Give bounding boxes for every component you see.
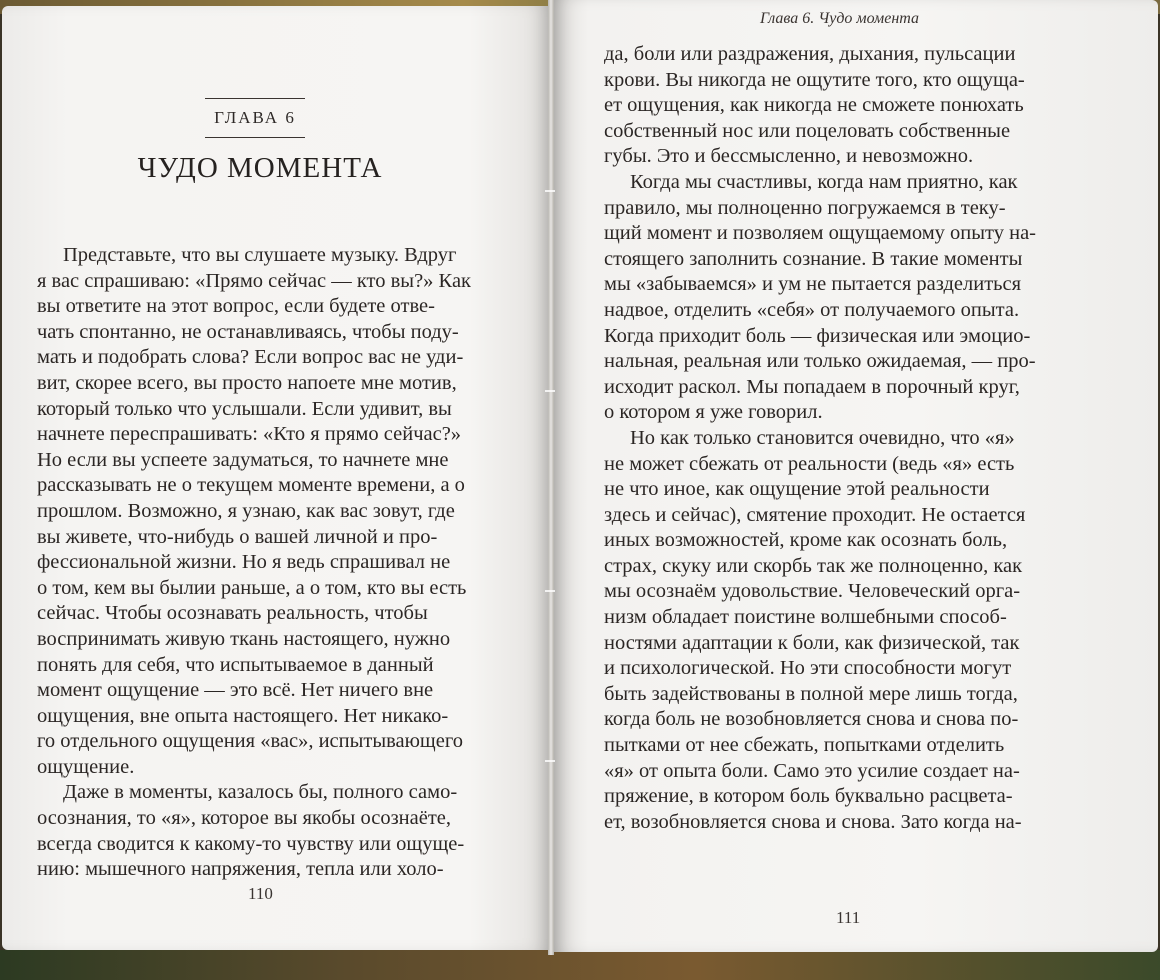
text-line: правило, мы полноценно погружаемся в теку- bbox=[604, 196, 1006, 219]
text-line: вы живете, что-нибудь о вашей личной и про- bbox=[37, 525, 438, 548]
text-line: ностями адаптации к боли, как физической, так bbox=[604, 631, 1020, 654]
text-line: крови. Вы никогда не ощутите того, кто ощуща- bbox=[604, 68, 1025, 91]
text-line: пряжение, в котором боль буквально расцвета- bbox=[604, 785, 1013, 808]
text-line: низм обладает поистине волшебными способ- bbox=[604, 606, 1007, 629]
text-line: вит, скорее всего, вы просто напоете мне мотив, bbox=[37, 371, 457, 394]
text-line: который только что услышали. Если удивит, вы bbox=[37, 397, 452, 420]
text-line: Но как только становится очевидно, что «я» bbox=[630, 426, 1015, 449]
text-line: я вас спрашиваю: «Прямо сейчас — кто вы?» Как bbox=[37, 269, 472, 292]
text-line: го отдельного ощущения «вас», испытывающего bbox=[37, 730, 463, 753]
book-spine-gutter bbox=[548, 0, 554, 955]
text-line: собственный нос или поцеловать собственные bbox=[604, 119, 1011, 142]
text-line: Когда приходит боль — физическая или эмоцио- bbox=[604, 324, 1031, 347]
text-line: стоящего заполнить сознание. В такие моменты bbox=[604, 247, 1023, 270]
text-line: мать и подобрать слова? Если вопрос вас не уди- bbox=[37, 346, 464, 369]
background-bottom-edge bbox=[0, 950, 1160, 980]
text-line: «я» от опыта боли. Само это усилие создает на- bbox=[604, 759, 1020, 782]
binding-stitch bbox=[545, 190, 555, 192]
text-line: фессиональной жизни. Но я ведь спрашивал не bbox=[37, 551, 451, 574]
text-line: быть задействованы в полной мере лишь тогда, bbox=[604, 682, 1018, 705]
text-line: ощущения, вне опыта настоящего. Нет никако- bbox=[37, 704, 449, 727]
left-page-body bbox=[37, 243, 497, 883]
chapter-title: ЧУДО МОМЕНТА bbox=[137, 152, 383, 184]
text-line: губы. Это и бессмысленно, и невозможно. bbox=[604, 145, 974, 168]
text-line: Представьте, что вы слушаете музыку. Вдруг bbox=[63, 244, 457, 266]
text-line: иных возможностей, кроме как осознать боль, bbox=[604, 529, 1008, 552]
text-line: начнете переспрашивать: «Кто я прямо сейчас?» bbox=[37, 423, 462, 446]
text-line: страх, скуку или скорбь так же полноценно, как bbox=[604, 554, 1023, 577]
running-head: Глава 6. Чудо момента bbox=[760, 10, 920, 27]
page-number-right: 111 bbox=[836, 908, 861, 927]
text-line: пытками от нее сбежать, попытками отделить bbox=[604, 734, 1005, 757]
text-line: чать спонтанно, не останавливаясь, чтобы поду- bbox=[37, 320, 459, 343]
text-line: осознания, то «я», которое вы якобы осознаёте, bbox=[37, 807, 452, 830]
text-line: мы осознаём удовольствие. Человеческий орга- bbox=[604, 580, 1021, 603]
right-page-body bbox=[604, 42, 1124, 835]
text-line: когда боль не возобновляется снова и снова по- bbox=[604, 708, 1019, 731]
text-line: Когда мы счастливы, когда нам приятно, как bbox=[630, 170, 1018, 193]
text-line: момент ощущение — это всё. Нет ничего вне bbox=[37, 679, 434, 702]
text-line: воспринимать живую ткань настоящего, нужно bbox=[37, 627, 451, 650]
binding-stitch bbox=[545, 760, 555, 762]
text-line: мы «забываемся» и ум не пытается разделиться bbox=[604, 273, 1022, 296]
text-line: нальная, реальная или только ожидаемая, — про- bbox=[604, 350, 1036, 373]
text-line: всегда сводится к какому-то чувству или ощуще- bbox=[37, 832, 465, 855]
text-line: не что иное, как ощущение этой реальности bbox=[604, 478, 990, 501]
chapter-label: ГЛАВА 6 bbox=[205, 98, 305, 138]
page-number-left: 110 bbox=[248, 884, 273, 903]
binding-stitch bbox=[545, 590, 555, 592]
text-line: исходит раскол. Мы попадаем в порочный круг, bbox=[604, 375, 1020, 398]
text-line: о том, кем вы былии раньше, а о том, кто вы есть bbox=[37, 576, 467, 599]
text-line: сейчас. Чтобы осознавать реальность, чтобы bbox=[37, 602, 428, 625]
text-line: ет, возобновляется снова и снова. Зато когда на- bbox=[604, 810, 1022, 833]
text-line: не может сбежать от реальности (ведь «я» есть bbox=[604, 452, 1015, 475]
text-line: и психологической. Но эти способности могут bbox=[604, 657, 1012, 680]
text-line: здесь и сейчас), смятение проходит. Не остается bbox=[604, 503, 1026, 526]
text-line: прошлом. Возможно, я узнаю, как вас зовут, где bbox=[37, 499, 455, 522]
text-line: нию: мышечного напряжения, тепла или холо- bbox=[37, 858, 444, 881]
text-line: вы ответите на этот вопрос, если будете отве- bbox=[37, 295, 435, 318]
text-line: Даже в моменты, казалось бы, полного само- bbox=[63, 781, 458, 804]
text-line: Но если вы успеете задуматься, то начнете мне bbox=[37, 448, 449, 471]
binding-stitch bbox=[545, 390, 555, 392]
text-line: ет ощущения, как никогда не сможете понюхать bbox=[604, 94, 1024, 117]
text-line: понять для себя, что испытываемое в данный bbox=[37, 653, 434, 676]
text-line: ощущение. bbox=[37, 755, 135, 778]
text-line: рассказывать не о текущем моменте времени, а о bbox=[37, 474, 465, 497]
text-line: надвое, отделить «себя» от получаемого опыта. bbox=[604, 298, 1020, 321]
text-line: о котором я уже говорил. bbox=[604, 401, 823, 424]
text-line: щий момент и позволяем ощущаемому опыту на- bbox=[604, 222, 1037, 245]
text-line: да, боли или раздражения, дыхания, пульсации bbox=[604, 43, 1016, 65]
